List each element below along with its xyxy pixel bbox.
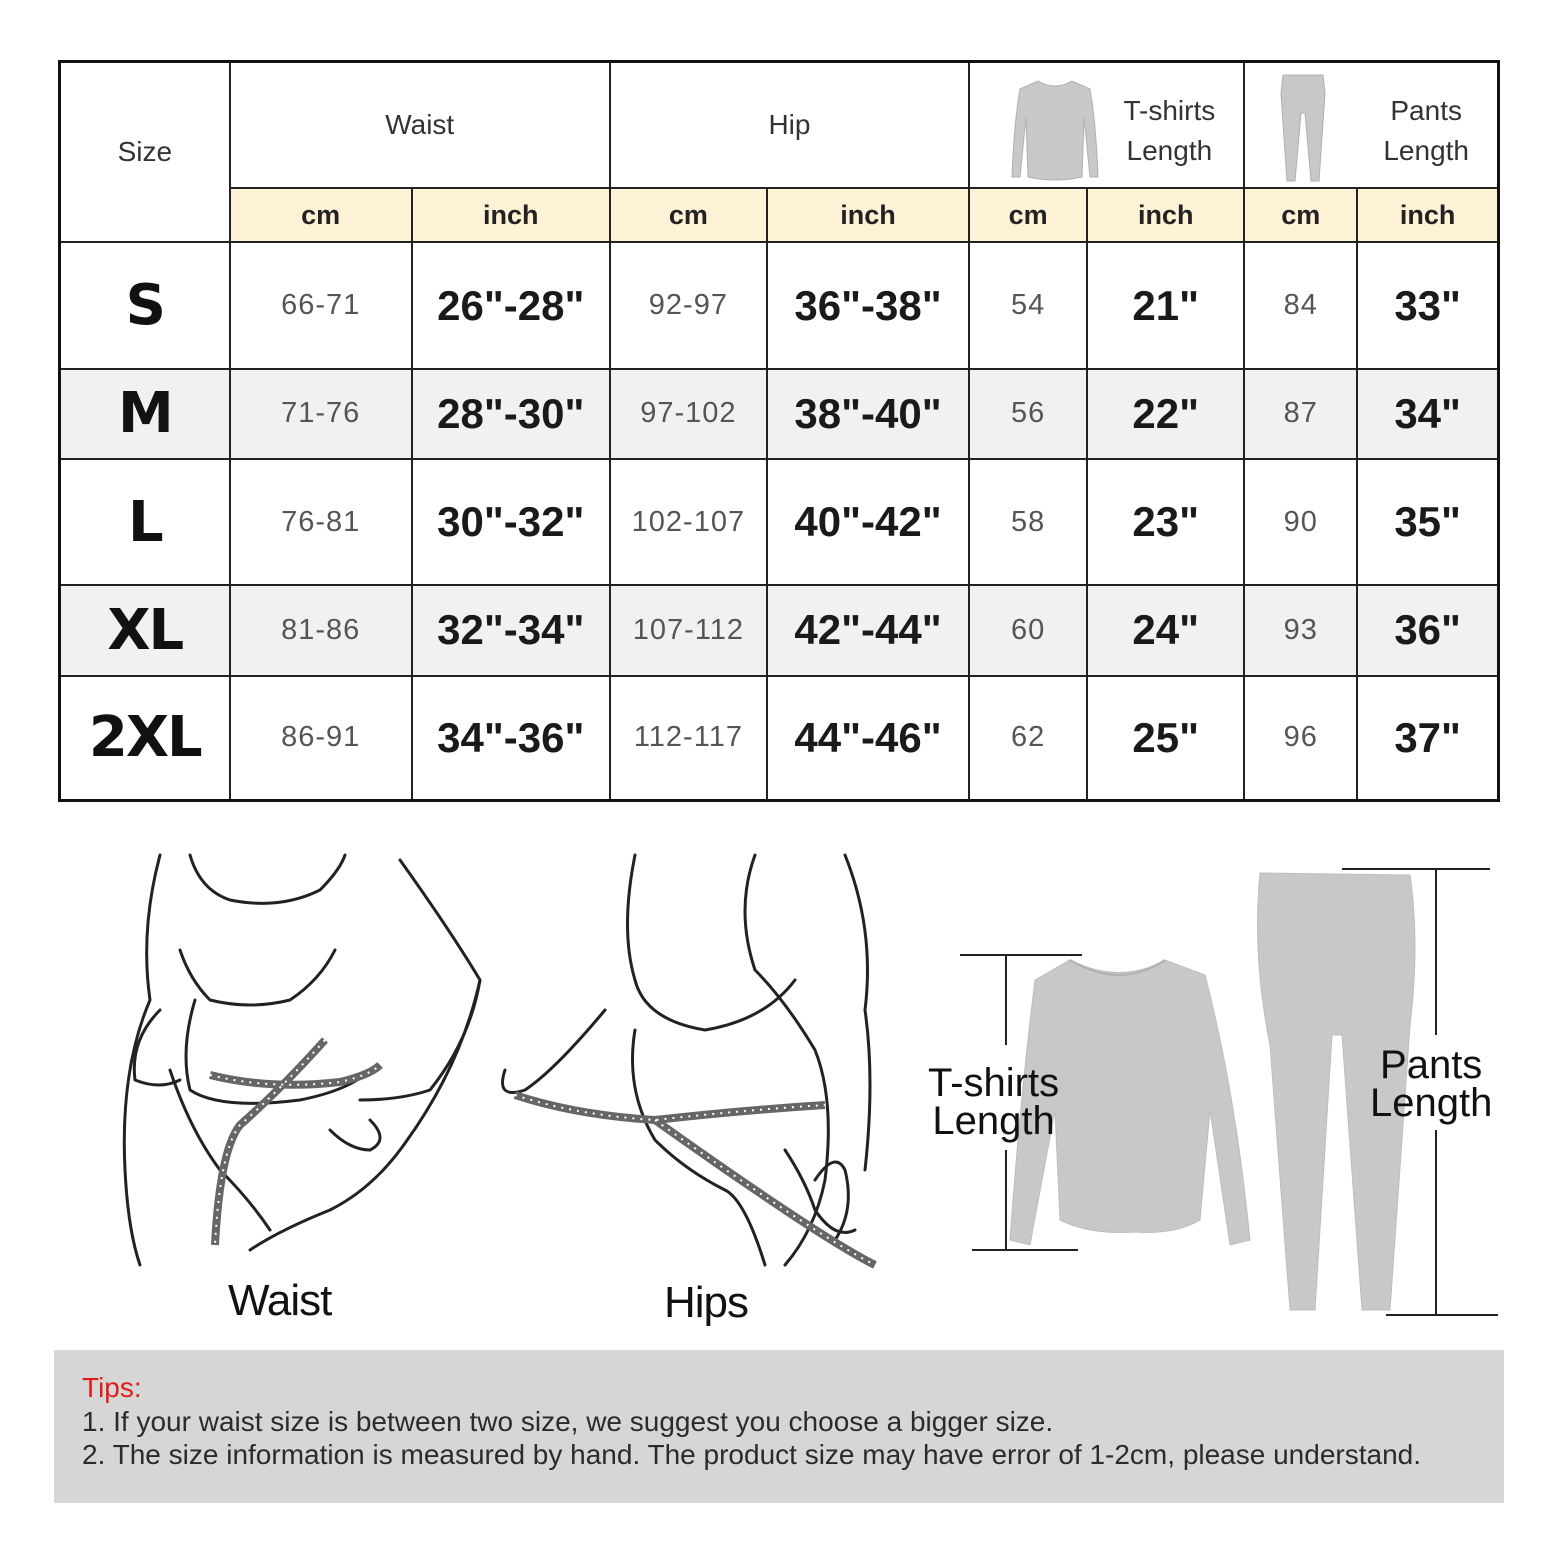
hip-cm-cell: 97-102 <box>610 369 767 459</box>
pants-length-header <box>1244 62 1498 189</box>
pants-cm-unit: cm <box>1244 188 1357 242</box>
tshirt-inch-cell: 22" <box>1087 369 1244 459</box>
waist-cm-cell: 86-91 <box>230 676 412 801</box>
tshirt-inch-cell: 25" <box>1087 676 1244 801</box>
pants-inch-cell: 34" <box>1357 369 1498 459</box>
pants-inch-unit: inch <box>1357 188 1498 242</box>
waist-caption: Waist <box>228 1276 332 1325</box>
size-cell: L <box>60 459 230 585</box>
tshirt-cm-cell: 62 <box>969 676 1087 801</box>
pants-cm-cell: 87 <box>1244 369 1357 459</box>
pants-caption-line2: Length <box>1370 1081 1493 1125</box>
size-cell: XL <box>60 585 230 675</box>
waist-inch-cell: 32"-34" <box>412 585 610 675</box>
waist-inch-unit: inch <box>412 188 610 242</box>
tshirt-inch-cell: 23" <box>1087 459 1244 585</box>
pants-cm-cell: 93 <box>1244 585 1357 675</box>
hip-inch-cell: 40"-42" <box>767 459 969 585</box>
tshirt-header-line1: T-shirts <box>1123 95 1216 126</box>
waist-inch-cell: 26"-28" <box>412 242 610 368</box>
table-row-m <box>60 369 1499 459</box>
pants-cm-cell: 96 <box>1244 676 1357 801</box>
table-row-2xl <box>60 676 1499 801</box>
size-cell: S <box>60 242 230 368</box>
tshirt-inch-unit: inch <box>1087 188 1244 242</box>
hip-cm-cell: 107-112 <box>610 585 767 675</box>
tshirt-caption-line1: T-shirts <box>928 1061 1060 1105</box>
waist-cm-cell: 71-76 <box>230 369 412 459</box>
waist-header: Waist <box>230 62 610 189</box>
hip-cm-cell: 112-117 <box>610 676 767 801</box>
waist-cm-cell: 81-86 <box>230 585 412 675</box>
size-cell: 2XL <box>60 676 230 801</box>
pants-header-line2: Length <box>1383 135 1469 166</box>
tshirt-header-line2: Length <box>1126 135 1213 166</box>
waist-cm-unit: cm <box>230 188 412 242</box>
size-header: Size <box>60 62 230 243</box>
table-row-s <box>60 242 1499 368</box>
tshirt-inch-cell: 21" <box>1087 242 1244 368</box>
hip-header: Hip <box>610 62 969 189</box>
pants-cm-cell: 90 <box>1244 459 1357 585</box>
pants-inch-cell: 36" <box>1357 585 1498 675</box>
hip-inch-cell: 36"-38" <box>767 242 969 368</box>
tshirt-cm-unit: cm <box>969 188 1087 242</box>
tips-line-1: 1. If your waist size is between two size, we suggest you choose a bigger size. <box>82 1406 1054 1437</box>
pants-cm-cell: 84 <box>1244 242 1357 368</box>
tshirt-thumbnail-icon <box>1010 73 1100 185</box>
tshirt-cm-cell: 60 <box>969 585 1087 675</box>
tshirt-inch-cell: 24" <box>1087 585 1244 675</box>
hips-measure-illustration <box>485 850 895 1270</box>
hip-cm-cell: 92-97 <box>610 242 767 368</box>
size-cell: M <box>60 369 230 459</box>
waist-inch-cell: 34"-36" <box>412 676 610 801</box>
hips-caption: Hips <box>664 1278 749 1327</box>
table-row-xl <box>60 585 1499 675</box>
tshirt-length-header <box>969 62 1244 189</box>
tips-line-2: 2. The size information is measured by hand. The product size may have error of 1-2cm, please understand. <box>82 1439 1421 1470</box>
tshirt-cm-cell: 54 <box>969 242 1087 368</box>
pants-header-line1: Pants <box>1390 95 1462 126</box>
waist-cm-cell: 76-81 <box>230 459 412 585</box>
tips-box <box>54 1350 1504 1503</box>
pants-thumbnail-icon <box>1279 73 1329 185</box>
hip-inch-cell: 42"-44" <box>767 585 969 675</box>
waist-inch-cell: 28"-30" <box>412 369 610 459</box>
tshirt-length-caption <box>928 1061 1060 1143</box>
waist-inch-cell: 30"-32" <box>412 459 610 585</box>
hip-inch-cell: 38"-40" <box>767 369 969 459</box>
pants-caption-line1: Pants <box>1380 1043 1483 1087</box>
waist-cm-cell: 66-71 <box>230 242 412 368</box>
tshirt-cm-cell: 56 <box>969 369 1087 459</box>
tshirt-caption-line2: Length <box>932 1099 1055 1143</box>
tips-title: Tips: <box>82 1372 142 1403</box>
tshirt-cm-cell: 58 <box>969 459 1087 585</box>
table-row-l <box>60 459 1499 585</box>
pants-inch-cell: 35" <box>1357 459 1498 585</box>
hip-cm-unit: cm <box>610 188 767 242</box>
pants-inch-cell: 33" <box>1357 242 1498 368</box>
size-chart-table <box>58 60 1500 802</box>
pants-inch-cell: 37" <box>1357 676 1498 801</box>
hip-inch-cell: 44"-46" <box>767 676 969 801</box>
hip-cm-cell: 102-107 <box>610 459 767 585</box>
pants-length-caption <box>1370 1043 1493 1125</box>
hip-inch-unit: inch <box>767 188 969 242</box>
waist-measure-illustration <box>100 850 500 1270</box>
